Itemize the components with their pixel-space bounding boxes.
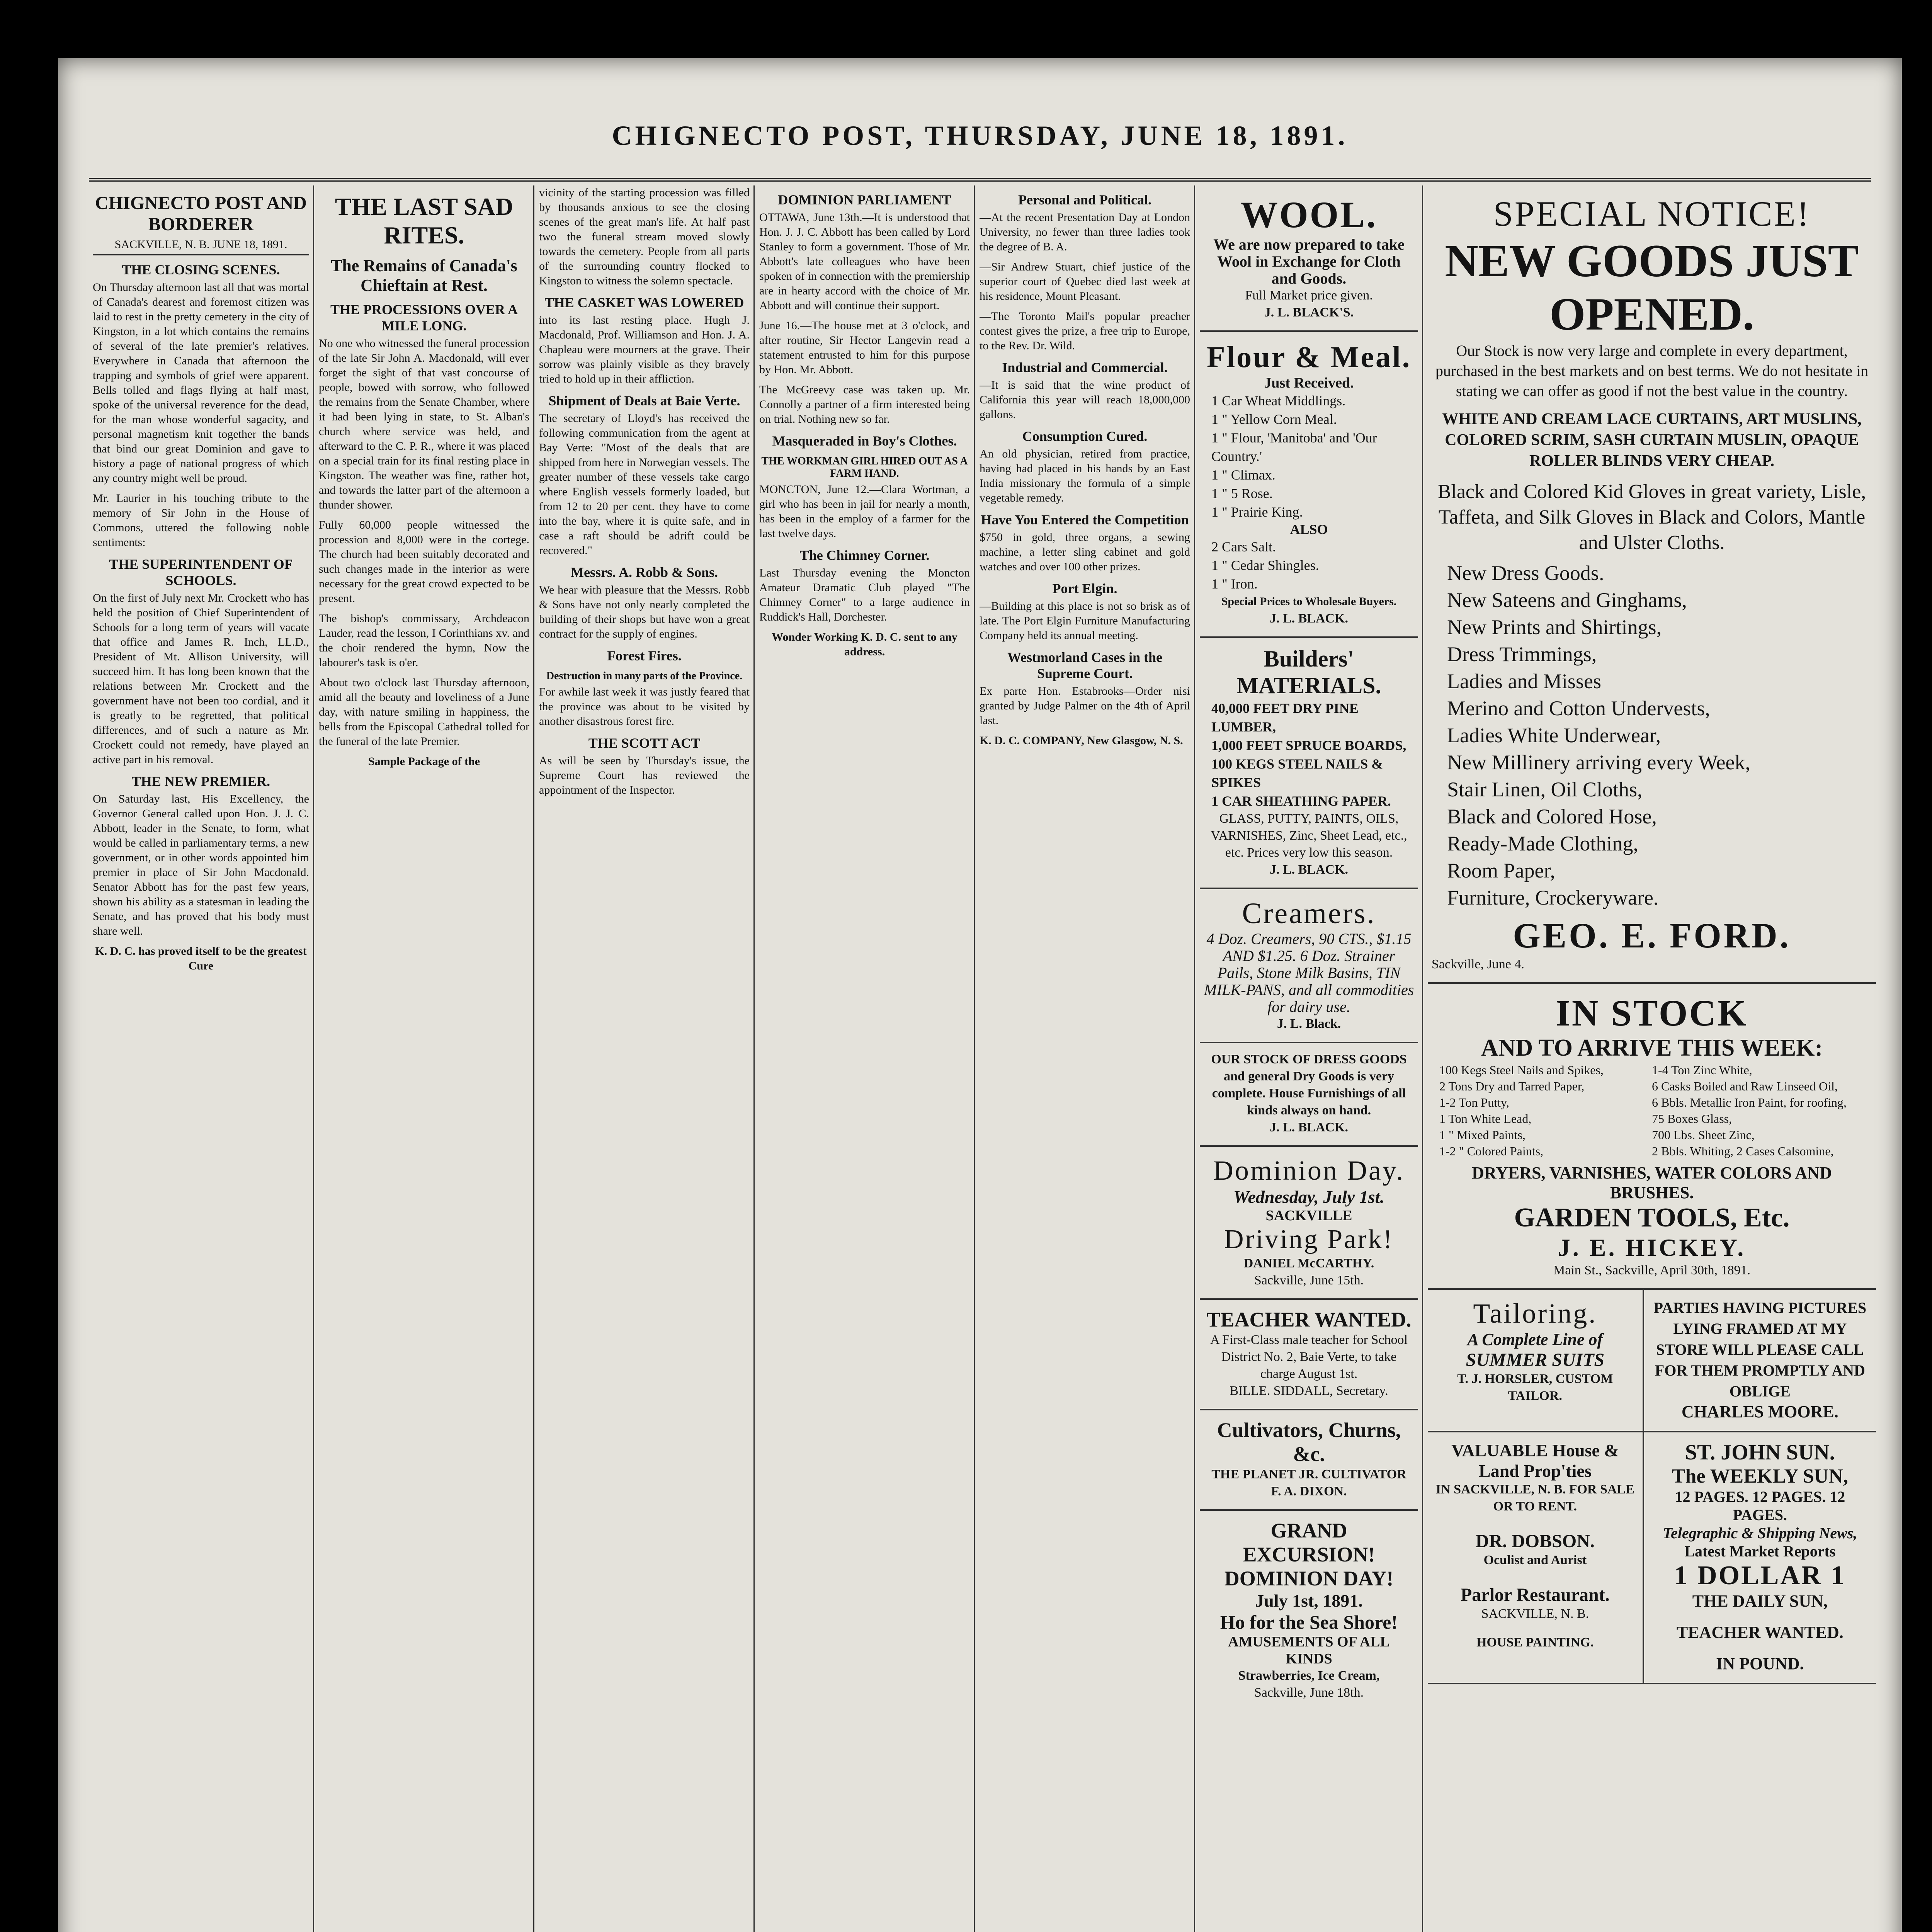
column-rule [1194,185,1195,1932]
ad-text: Special Prices to Wholesale Buyers. [1221,595,1397,608]
article-body: —Sir Andrew Stuart, chief justice of the superior court of Quebec died last week at his residence, Mount Pleasant. [980,260,1190,303]
ad-text: Our Stock is now very large and complete in every department, purchased in the best markets and on best terms. We do not hesitate in stating we can offer as good if not the best value in the country. [1435,342,1869,400]
ad-item: 100 Kegs Steel Nails and Spikes, [1439,1063,1604,1077]
ad-item: 6 Bbls. Metallic Iron Paint, for roofing, [1652,1095,1847,1109]
ad-subtitle: ALSO [1290,522,1328,537]
newspaper-page [58,58,1902,1932]
ad-title: GARDEN TOOLS, Etc. [1514,1203,1790,1233]
article-body: MONCTON, June 12.—Clara Wortman, a girl who has been in jail for nearly a month, has been in the employ of a farmer for the last twelve days. [759,483,970,540]
ad-text: Main St., Sackville, April 30th, 1891. [1553,1263,1750,1277]
ad-item: 1 CAR SHEATHING PAPER. [1211,793,1391,809]
ad-item: 1-2 " Colored Paints, [1439,1144,1544,1158]
ad-subtitle: July 1st, 1891. [1255,1591,1363,1611]
ad-wool [1200,185,1418,332]
article-body: Last Thursday evening the Moncton Amateur Dramatic Club played "The Chimney Corner" to a large audience in Ruddick's Hall, Dorchester. [759,566,970,623]
ad-title: GRAND EXCURSION! DOMINION DAY! [1224,1519,1394,1590]
ad-item: 40,000 FEET DRY PINE LUMBER, [1211,701,1359,735]
ad-subtitle: A Complete Line of [1467,1330,1603,1349]
ad-signature: J. L. BLACK'S. [1264,305,1354,320]
ad-item: 1,000 FEET SPRUCE BOARDS, [1211,738,1406,753]
ad-subtitle: THE PLANET JR. CULTIVATOR [1211,1467,1406,1481]
ad-text: Black and Colored Kid Gloves in great variety, Lisle, Taffeta, and Silk Gloves in Black and Colors, Mantle and Ulster Cloths. [1437,481,1866,554]
ad-item: 1 " Prairie King. [1211,504,1303,520]
ad-subtitle: The WEEKLY SUN, [1672,1465,1848,1487]
article-title: THE SUPERINTENDENT OF SCHOOLS. [109,556,293,588]
ad-signature: CHARLES MOORE. [1681,1402,1838,1421]
ad-subtitle: SACKVILLE, N. B. [1481,1607,1589,1621]
ad-pictures [1644,1290,1876,1432]
column-rule [533,185,534,1932]
ad-signature: DANIEL McCARTHY. [1243,1256,1374,1270]
ad-text: Full Market price given. [1245,288,1373,303]
column-ads-black [1200,185,1418,1932]
ad-title: 1 DOLLAR 1 [1674,1561,1846,1590]
ad-builders [1200,638,1418,889]
article-subhead: THE PROCESSIONS OVER A MILE LONG. [330,302,518,333]
ad-subtitle: Ho for the Sea Shore! [1220,1611,1398,1633]
ad-text: WHITE AND CREAM LACE CURTAINS, ART MUSLINS, COLORED SCRIM, SASH CURTAIN MUSLIN, OPAQUE ROLLER BLINDS VERY CHEAP. [1442,410,1862,470]
ad-signature: GEO. E. FORD. [1513,916,1791,955]
ad-flour [1200,332,1418,638]
ad-text: Sackville, June 4. [1432,957,1524,971]
column-rule [313,185,314,1932]
article-title: The Chimney Corner. [799,548,930,563]
column-rule [753,185,755,1932]
ad-text: A First-Class male teacher for School District No. 2, Baie Verte, to take charge August 1st. [1210,1333,1408,1381]
ad-hickey-in-stock [1428,984,1876,1290]
ad-title: Parlor Restaurant. [1460,1585,1610,1605]
article-title: THE NEW PREMIER. [131,774,270,789]
ad-item: 1-4 Ton Zinc White, [1652,1063,1752,1077]
kdc-notice: K. D. C. has proved itself to be the greatest Cure [95,945,307,972]
ad-title: Builders' MATERIALS. [1236,646,1381,698]
ad-subtitle: 12 PAGES. 12 PAGES. 12 PAGES. [1675,1488,1845,1524]
ad-subtitle: AND TO ARRIVE THIS WEEK: [1481,1035,1823,1061]
ad-text: Strawberries, Ice Cream, [1238,1668,1380,1683]
ad-item: Merino and Cotton Undervests, [1447,697,1710,720]
ad-title: VALUABLE House & Land Prop'ties [1451,1440,1619,1481]
ads-row [1428,1290,1876,1432]
ad-item: 1 " 5 Rose. [1211,486,1273,501]
ad-item: 2 Bbls. Whiting, 2 Cases Calsomine, [1652,1144,1834,1158]
article-body: On Saturday last, His Excellency, the Governor General called upon Hon. J. J. C. Abbott, leader in the Senate, to form, what would be called in parliamentary terms, a new government, or in other words appointed him premier in place of Sir John Macdonald. Senator Abbott has for the past few years, shown his ability as a statesman in leading the Senate, and has proved that his body must share well. [93,793,309,937]
ad-text: 4 Doz. Creamers, 90 CTS., $1.15 AND $1.25. 6 Doz. Strainer Pails, Stone Milk Basins, TIN MILK-PANS, and all commodities for dairy use. [1204,930,1414,1015]
article-title: Forest Fires. [607,648,682,663]
ad-text: OUR STOCK OF DRESS GOODS and general Dry Goods is very complete. House Furnishings of all kinds always on hand. [1211,1052,1407,1117]
ad-subtitle: THE DAILY SUN, [1692,1592,1828,1611]
ad-text: We are now prepared to take Wool in Exchange for Cloth and Goods. [1213,236,1405,287]
masthead: CHIGNECTO POST, THURSDAY, JUNE 18, 1891. [89,120,1871,182]
ad-text: PARTIES HAVING PICTURES LYING FRAMED AT MY STORE WILL PLEASE CALL FOR THEM PROMPTLY AND OBLIGE [1653,1299,1867,1400]
article-body: OTTAWA, June 13th.—It is understood that Hon. J. J. C. Abbott has been called by Lord Stanley to form a government. Those of Mr. Abbott's late colleagues who have been spoken of in connection with the premiership are in hearty accord with the choice of Mr. Abbott and will continue their support. [759,211,970,312]
article-title: THE SCOTT ACT [588,735,701,751]
ad-item: Stair Linen, Oil Cloths, [1447,778,1643,801]
ad-item: 75 Boxes Glass, [1652,1112,1732,1126]
ad-item: 1 " Flour, 'Manitoba' and 'Our Country.' [1211,430,1377,464]
ad-title: WOOL. [1240,194,1378,235]
ad-item: 2 Cars Salt. [1211,539,1276,554]
ad-text: Sackville, June 18th. [1254,1685,1364,1700]
dateline: SACKVILLE, N. B. JUNE 18, 1891. [93,238,309,255]
article-title: Shipment of Deals at Baie Verte. [548,393,740,408]
article-body: The McGreevy case was taken up. Mr. Connolly a partner of a firm interested being on trial. Nothing new so far. [759,383,970,425]
ad-item: Black and Colored Hose, [1447,805,1657,828]
article-body: Ex parte Hon. Estabrooks—Order nisi granted by Judge Palmer on the 4th of April last. [980,685,1190,727]
kdc-company: K. D. C. COMPANY, New Glasgow, N. S. [980,734,1183,747]
ad-item: 1 Ton White Lead, [1439,1112,1532,1126]
ad-title: IN STOCK [1556,992,1748,1034]
ad-subtitle: HOUSE PAINTING. [1476,1635,1594,1650]
section-heading: CHIGNECTO POST AND BORDERER [95,193,307,235]
ad-title: Flour & Meal. [1206,340,1412,374]
ad-subtitle: Wednesday, July 1st. [1233,1187,1384,1207]
ads-row [1428,1432,1876,1684]
article-title: Personal and Political. [1018,192,1151,207]
article-subhead: Destruction in many parts of the Province. [546,670,743,682]
article-body: No one who witnessed the funeral procession of the late Sir John A. Macdonald, will ever forget the sight of that vast concourse of people, bowed with sorrow, who followed the remains from the Senate Chamber, where it had been lying in state, to St. Alban's church where service was held, and afterward to the C. P. R., where it was placed on a special train for its final resting place in Kingston. The weather was fine, rather hot, and towards the latter part of the afternoon a thunder shower. [319,337,529,511]
ad-list [1432,560,1872,911]
ad-item: 6 Casks Boiled and Raw Linseed Oil, [1652,1079,1838,1093]
ad-item: Dress Trimmings, [1447,643,1597,666]
ad-title: IN POUND. [1716,1654,1804,1673]
ad-item: New Dress Goods. [1447,561,1604,585]
ad-text: DRYERS, VARNISHES, WATER COLORS AND BRUSHES. [1472,1163,1832,1202]
ad-item: 1 " Mixed Paints, [1439,1128,1526,1142]
ad-text: Sackville, June 15th. [1254,1273,1364,1287]
ad-item: 1-2 Ton Putty, [1439,1095,1509,1109]
article-body: —Building at this place is not so brisk as of late. The Port Elgin Furniture Manufacturing Company held its annual meeting. [980,600,1190,642]
article-body: We hear with pleasure that the Messrs. Robb & Sons have not only nearly completed the building of their shops but have won a great contract for the supply of engines. [539,583,750,640]
article-body: —It is said that the wine product of California this year will reach 18,000,000 gallons. [980,379,1190,421]
ad-dress-goods [1200,1043,1418,1147]
article-headline: THE LAST SAD RITES. [335,193,514,249]
article-body: About two o'clock last Thursday afternoon, amid all the beauty and loveliness of a June day, with nature smiling in happiness, the bells from the Episcopal Cathedral tolled for the funeral of the late Premier. [319,676,529,748]
article-body: As will be seen by Thursday's issue, the Supreme Court has reviewed the appointment of the Inspector. [539,754,750,796]
article-body: June 16.—The house met at 3 o'clock, and after routine, Sir Hector Langevin read a statement entrusted to him for this purpose by Hon. Mr. Abbott. [759,319,970,376]
ad-title: ST. JOHN SUN. [1685,1440,1835,1464]
article-body: Fully 60,000 people witnessed the procession and 8,000 were in the cortege. The church had been suitably decorated and such changes made in the interior as were necessary for the great crowd expected to be present. [319,519,529,605]
article-title: Westmorland Cases in the Supreme Court. [1007,650,1162,681]
ad-title: TEACHER WANTED. [1676,1623,1844,1642]
article-body: On Thursday afternoon last all that was mortal of Canada's dearest and foremost citizen was laid to rest in the pretty cemetery in the city of Kingston, in a lot which contains the remains of several of the late premier's relatives. Everywhere in Canada that afternoon the trapping and symbols of grief were apparent. Bells tolled and flags flying at half mast, spoke of the universal reverence for the dead, for the man whose wonderful sagacity, and personal magnetism knit together the bands that bind our great Dominion and gave to history a page of national progress of which any country might well be proud. [93,281,309,485]
ad-title: Creamers. [1242,897,1376,930]
article-body: $750 in gold, three organs, a sewing machine, a letter sling cabinet and gold watches and over 100 other prizes. [980,531,1190,573]
column-editorial [93,185,309,1932]
article-body: into its last resting place. Hugh J. Macdonald, Prof. Williamson and Hon. J. A. Chapleau were mourners at the grave. Their sorrow was plainly visible as they bravely tried to hold up in their affliction. [539,314,750,385]
ad-item: New Millinery arriving every Week, [1447,751,1750,774]
article-title: Consumption Cured. [1022,429,1148,444]
ad-teacher [1200,1300,1418,1410]
ad-ford-special-notice [1428,185,1876,984]
ad-signature: J. L. BLACK. [1269,862,1349,877]
ad-tailoring [1428,1290,1644,1432]
ad-title: Driving Park! [1224,1225,1394,1254]
article-body: —The Toronto Mail's popular preacher contest gives the prize, a free trip to Europe, to the Rev. Dr. Wild. [980,310,1190,352]
article-title: Industrial and Commercial. [1002,360,1168,375]
column-news [539,185,750,1932]
ad-signature: T. J. HORSLER, CUSTOM TAILOR. [1457,1372,1613,1403]
ad-title: Tailoring. [1473,1298,1597,1329]
ad-subtitle: Latest Market Reports [1684,1543,1836,1560]
article-subhead: THE WORKMAN GIRL HIRED OUT AS A FARM HAND. [761,455,968,480]
ad-signature: J. E. HICKEY. [1558,1234,1746,1261]
ad-item: 1 " Climax. [1211,467,1276,483]
ad-item: Ladies White Underwear, [1447,724,1661,747]
column-personal [980,185,1190,1932]
ad-signature: J. L. BLACK. [1269,611,1349,626]
column-parliament [759,185,970,1932]
article-title: Have You Entered the Competition [981,512,1189,527]
article-title: Messrs. A. Robb & Sons. [570,565,718,580]
ad-item: Ready-Made Clothing, [1447,832,1638,855]
article-body: vicinity of the starting procession was filled by thousands anxious to see the closing scenes of the great man's life. At half past two the funeral stream moved slowly towards the cemetery. People from all parts of the surrounding country flocked to Kingston to witness the solemn spectacle. [539,186,750,287]
column-rule [1422,185,1423,1932]
article-title: Masqueraded in Boy's Clothes. [772,433,957,449]
ad-item: Ladies and Misses [1447,670,1601,693]
ad-subtitle: IN SACKVILLE, N. B. FOR SALE OR TO RENT. [1435,1482,1634,1514]
ad-title: TEACHER WANTED. [1206,1308,1412,1331]
ad-title: DR. DOBSON. [1475,1531,1595,1551]
column-funeral [319,185,529,1932]
ad-creamers [1200,889,1418,1043]
ad-signature: F. A. DIXON. [1271,1484,1347,1498]
ad-subtitle: Oculist and Aurist [1483,1553,1587,1567]
ad-subtitle: SACKVILLE [1265,1208,1352,1224]
article-body: On the first of July next Mr. Crockett who has held the position of Chief Superintendent of Schools for a long term of years will vacate that office and James R. Inch, LL.D., President of Mt. Allison University, will succeed him. It has long been known that the relations between Mr. Crockett and the government have not been too cordial, and it is greatly to be regretted, that political differences, and of such a nature as Mr. Crockett could not remedy, have played an active part in his removal. [93,592,309,766]
ad-item: 1 " Iron. [1211,576,1258,592]
ad-signature: J. L. Black. [1277,1017,1341,1031]
article-body: Mr. Laurier in his touching tribute to the memory of Sir John in the House of Commons, uttered the following noble sentiments: [93,492,309,549]
ad-st-john-sun [1644,1432,1876,1684]
article-title: Port Elgin. [1052,581,1117,596]
ad-dominion-day [1200,1147,1418,1300]
article-body: —At the recent Presentation Day at London University, no fewer than three ladies took the degree of B. A. [980,211,1190,253]
ad-item: Room Paper, [1447,859,1555,882]
article-title: THE CLOSING SCENES. [122,262,280,277]
article-body: For awhile last week it was justly feared that the province was about to be visited by another disastrous forest fire. [539,685,750,728]
ad-title: Cultivators, Churns, &c. [1217,1418,1401,1466]
ad-item: 100 KEGS STEEL NAILS & SPIKES [1211,756,1383,790]
ad-item: 1 " Yellow Corn Meal. [1211,412,1337,427]
column-rule [974,185,975,1932]
ad-item: 2 Tons Dry and Tarred Paper, [1439,1079,1585,1093]
ad-item: Furniture, Crockeryware. [1447,886,1659,909]
ad-title: NEW GOODS JUST OPENED. [1445,235,1859,340]
ad-signature: BILLE. SIDDALL, Secretary. [1230,1384,1388,1398]
ad-item: 1 Car Wheat Middlings. [1211,393,1346,408]
ad-cultivators [1200,1410,1418,1511]
ad-text: GLASS, PUTTY, PAINTS, OILS, VARNISHES, Zinc, Sheet Lead, etc., etc. Prices very low this season. [1211,811,1407,860]
article-body: An old physician, retired from practice, having had placed in his hands by an East India missionary the formula of a simple vegetable remedy. [980,447,1190,504]
kdc-notice: Sample Package of the [368,755,480,768]
ad-item: New Sateens and Ginghams, [1447,588,1687,612]
article-body: The secretary of Lloyd's has received the following communication from the agent at Bay Verte: "Most of the deals that are shipped from here in Norwegian vessels. The greater number of these vessels take cargo where English vessels formerly loaded, but from 12 to 20 per cent. they have to come into the bay, where it is quite safe, and in case a raft should be adrift could be recovered." [539,412,750,557]
article-title: DOMINION PARLIAMENT [778,192,951,207]
ad-item: 1 " Cedar Shingles. [1211,558,1319,573]
article-subhead: The Remains of Canada's Chieftain at Rest. [331,256,517,295]
ad-valuable-property [1428,1432,1644,1684]
ad-item: 700 Lbs. Sheet Zinc, [1652,1128,1755,1142]
kdc-notice: Wonder Working K. D. C. sent to any address. [772,631,957,658]
ad-title: SPECIAL NOTICE! [1493,194,1811,233]
article-body: The bishop's commissary, Archdeacon Lauder, read the lesson, I Corinthians xv. and the choir rendered the hymn, Now the labourer's task is o'er. [319,612,529,669]
article-subhead: THE CASKET WAS LOWERED [544,295,744,310]
ad-title: Dominion Day. [1213,1155,1405,1186]
ad-item: New Prints and Shirtings, [1447,616,1662,639]
ad-subtitle: SUMMER SUITS [1466,1350,1605,1370]
ad-subtitle: AMUSEMENTS OF ALL KINDS [1228,1634,1390,1667]
stock-list [1432,1062,1872,1159]
column-ads-right [1428,185,1876,1932]
ad-subtitle: Just Received. [1264,375,1354,391]
ad-subtitle: Telegraphic & Shipping News, [1663,1524,1857,1542]
ad-excursion [1200,1511,1418,1711]
ad-signature: J. L. BLACK. [1269,1120,1349,1134]
